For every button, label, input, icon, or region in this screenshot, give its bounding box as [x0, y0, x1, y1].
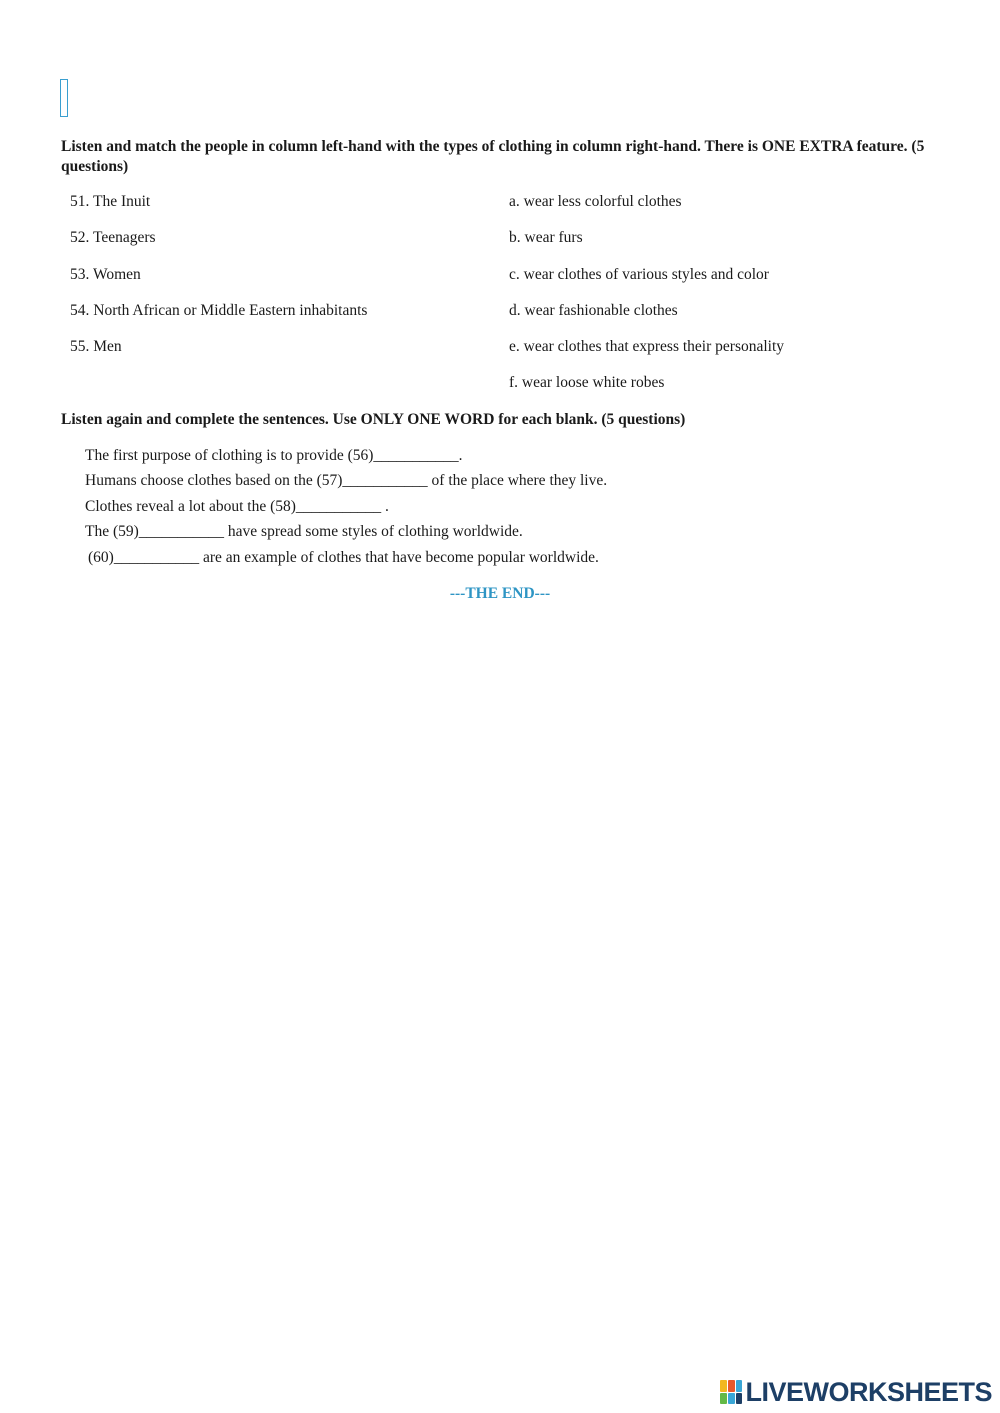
match-row: [0, 192, 1000, 228]
sentence-text: (60)___________ are an example of clothes that have become popular worldwide.: [88, 548, 599, 566]
match-clothing: f. wear loose white robes: [509, 374, 665, 392]
match-clothing: c. wear clothes of various styles and color: [509, 265, 769, 283]
sentence-item: [0, 522, 1000, 547]
match-person: 51. The Inuit: [70, 193, 151, 210]
logo-blocks-icon: [720, 1380, 742, 1404]
sentence-text: The (59)___________ have spread some styles of clothing worldwide.: [85, 523, 523, 541]
sentence-item: [0, 497, 1000, 522]
match-clothing: a. wear less colorful clothes: [509, 193, 682, 210]
liveworksheets-logo: [720, 1377, 992, 1407]
match-person: 54. North African or Middle Eastern inhabitants: [70, 301, 368, 319]
match-clothing: e. wear clothes that express their personality: [509, 338, 785, 356]
logo-text: LIVEWORKSHEETS: [745, 1377, 992, 1407]
sentence-text: Humans choose clothes based on the (57)___________ of the place where they live.: [85, 472, 608, 490]
match-person: 52. Teenagers: [70, 229, 156, 247]
match-instruction: Listen and match the people in column left-hand with the types of clothing in column right-hand. There is ONE EXTRA feature. (5 questions): [61, 138, 925, 175]
match-row: [0, 373, 1000, 409]
sentence-item: [0, 548, 1000, 573]
complete-instruction: Listen again and complete the sentences. Use ONLY ONE WORD for each blank. (5 questions): [61, 411, 686, 428]
match-row: [0, 265, 1000, 301]
matching-table: [0, 192, 1000, 410]
match-row: [0, 228, 1000, 264]
match-row: [0, 337, 1000, 373]
match-clothing: b. wear furs: [509, 229, 583, 247]
the-end-label: ---THE END---: [449, 585, 551, 602]
match-row: [0, 301, 1000, 337]
match-person: 55. Men: [70, 338, 122, 356]
sentence-text: The first purpose of clothing is to provide (56)___________.: [85, 447, 463, 464]
empty-text-box[interactable]: [60, 79, 68, 117]
sentence-item: [0, 446, 1000, 471]
sentence-item: [0, 471, 1000, 496]
sentence-list: [0, 446, 1000, 573]
match-clothing: d. wear fashionable clothes: [509, 301, 678, 319]
sentence-text: Clothes reveal a lot about the (58)___________ .: [85, 497, 389, 515]
match-person: 53. Women: [70, 265, 141, 283]
